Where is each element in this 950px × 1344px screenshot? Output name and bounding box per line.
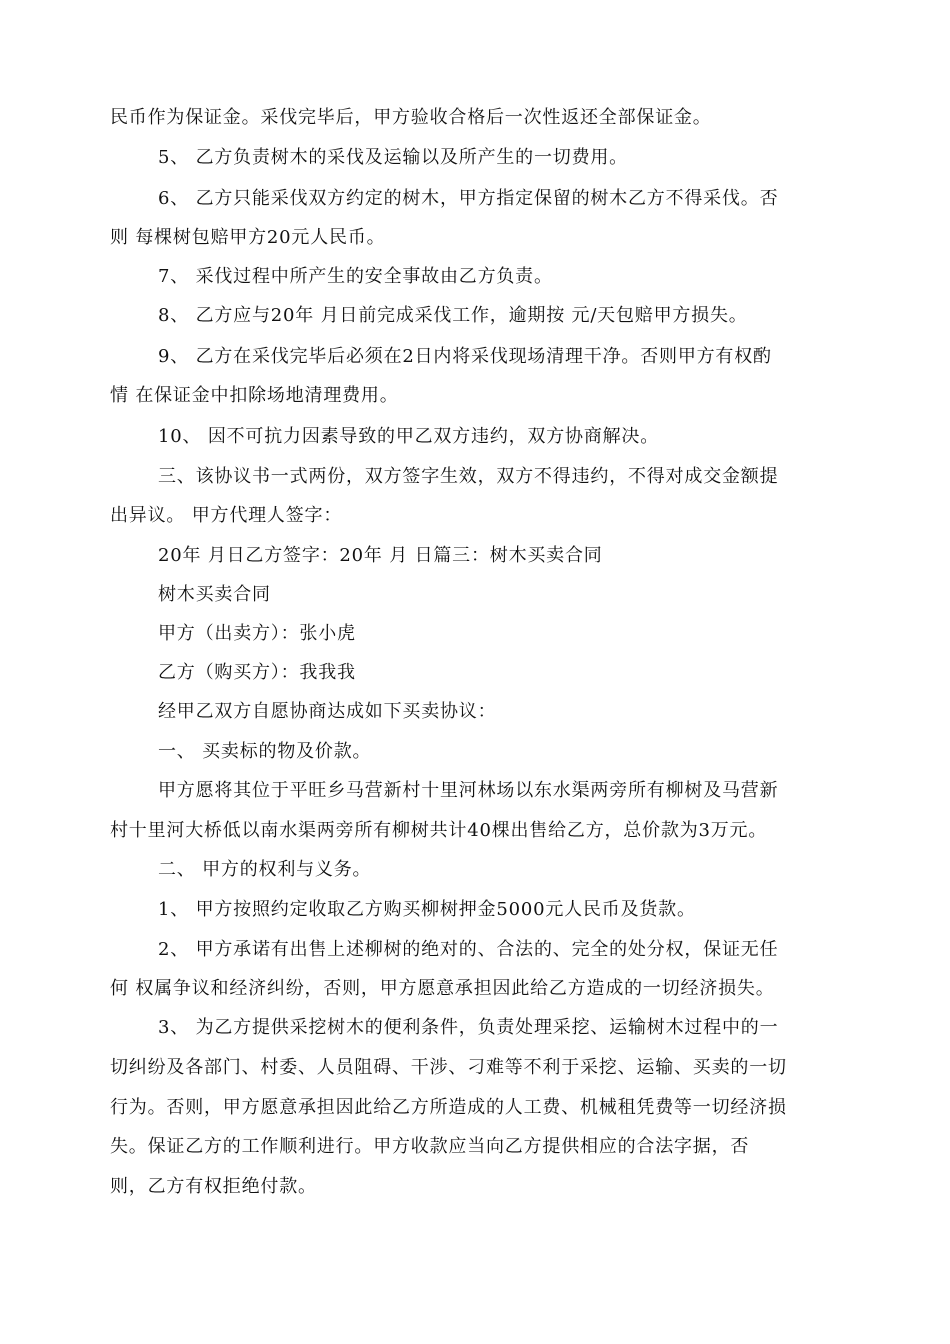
- paragraph-line: 3、 为乙方提供采挖树木的便利条件，负责处理采挖、运输树木过程中的一: [158, 1017, 779, 1038]
- paragraph-line: 民币作为保证金。采伐完毕后，甲方验收合格后一次性返还全部保证金。: [110, 107, 712, 128]
- paragraph-line: 5、 乙方负责树木的采伐及运输以及所产生的一切费用。: [158, 147, 628, 168]
- paragraph-line: 何 权属争议和经济纠纷，否则，甲方愿意承担因此给乙方造成的一切经济损失。: [110, 978, 775, 999]
- section-heading: 一、 买卖标的物及价款。: [158, 741, 372, 762]
- paragraph-line: 切纠纷及各部门、村委、人员阻碍、干涉、刁难等不利于采挖、运输、买卖的一切: [110, 1057, 787, 1078]
- paragraph-line: 20年 月日乙方签字：20年 月 日篇三：树木买卖合同: [158, 545, 603, 566]
- party-b-line: 乙方（购买方）：我我我: [158, 662, 356, 683]
- paragraph-line: 7、 采伐过程中所产生的安全事故由乙方负责。: [158, 266, 553, 287]
- paragraph-line: 情 在保证金中扣除场地清理费用。: [110, 385, 399, 406]
- paragraph-line: 村十里河大桥低以南水渠两旁所有柳树共计40棵出售给乙方，总价款为3万元。: [110, 820, 768, 841]
- paragraph-line: 出异议。 甲方代理人签字：: [110, 505, 343, 526]
- paragraph-line: 则 每棵树包赔甲方20元人民币。: [110, 227, 386, 248]
- paragraph-line: 1、 甲方按照约定收取乙方购买柳树押金5000元人民币及货款。: [158, 899, 696, 920]
- paragraph-line: 10、 因不可抗力因素导致的甲乙双方违约，双方协商解决。: [158, 426, 660, 447]
- paragraph-line: 甲方愿将其位于平旺乡马营新村十里河林场以东水渠两旁所有柳树及马营新: [158, 780, 779, 801]
- paragraph-line: 经甲乙双方自愿协商达成如下买卖协议：: [158, 701, 497, 722]
- paragraph-line: 三、该协议书一式两份，双方签字生效，双方不得违约，不得对成交金额提: [158, 466, 779, 487]
- paragraph-line: 8、 乙方应与20年 月日前完成采伐工作，逾期按 元/天包赔甲方损失。: [158, 305, 748, 326]
- paragraph-line: 2、 甲方承诺有出售上述柳树的绝对的、合法的、完全的处分权，保证无任: [158, 939, 779, 960]
- paragraph-line: 失。保证乙方的工作顺利进行。甲方收款应当向乙方提供相应的合法字据，否: [110, 1136, 750, 1157]
- party-a-line: 甲方（出卖方）：张小虎: [158, 623, 356, 644]
- contract-title: 树木买卖合同: [158, 584, 271, 605]
- paragraph-line: 9、 乙方在采伐完毕后必须在2日内将采伐现场清理干净。否则甲方有权酌: [158, 346, 772, 367]
- section-heading: 二、 甲方的权利与义务。: [158, 859, 372, 880]
- paragraph-line: 6、 乙方只能采伐双方约定的树木，甲方指定保留的树木乙方不得采伐。否: [158, 188, 779, 209]
- paragraph-line: 行为。否则，甲方愿意承担因此给乙方所造成的人工费、机械租凭费等一切经济损: [110, 1097, 787, 1118]
- paragraph-line: 则，乙方有权拒绝付款。: [110, 1176, 317, 1197]
